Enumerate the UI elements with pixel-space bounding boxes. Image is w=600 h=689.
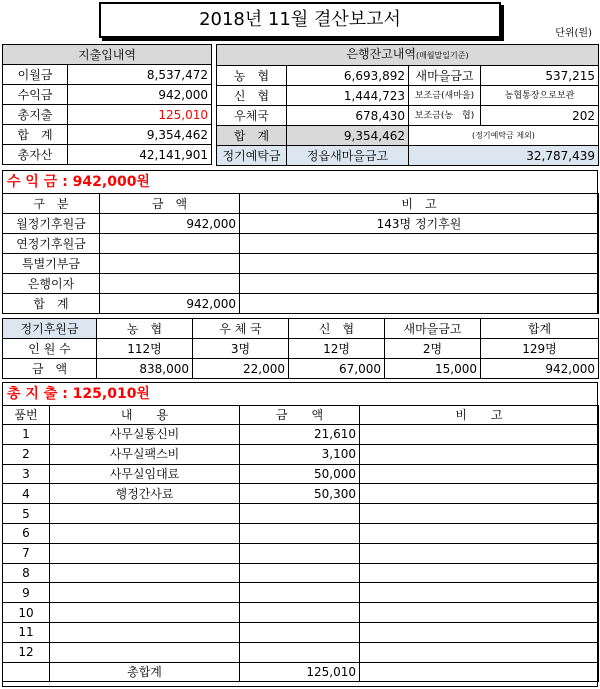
table-row <box>3 65 212 85</box>
bank-label-2: 보조금(농 협) <box>409 106 481 126</box>
expense-amount <box>240 563 360 583</box>
empty-cell <box>360 662 599 681</box>
expense-no: 1 <box>3 425 50 445</box>
expense-no: 12 <box>3 642 50 662</box>
sponsor-count: 3명 <box>193 339 289 359</box>
table-row <box>3 464 599 484</box>
deposit-value: 32,787,439 <box>409 146 599 166</box>
sponsor-header: 신 협 <box>289 319 385 339</box>
table-row <box>3 484 599 504</box>
expense-amount: 21,610 <box>240 425 360 445</box>
income-note: 143명 정기후원 <box>240 214 599 234</box>
expense-no: 10 <box>3 603 50 623</box>
bank-label-2: 보조금(새마을) <box>409 86 481 106</box>
row-label: 수익금 <box>3 85 68 105</box>
table-row <box>3 583 599 603</box>
expense-note <box>360 543 599 563</box>
table-row <box>3 85 212 105</box>
sponsor-amount: 942,000 <box>481 359 599 379</box>
expenses-total-amount: 125,010 <box>240 662 360 681</box>
expenses-total-row <box>3 662 599 681</box>
income-table <box>2 193 599 314</box>
bank-value-2: 202 <box>481 106 599 126</box>
expense-item: 사무실팩스비 <box>50 444 240 464</box>
table-row <box>3 563 599 583</box>
expense-note <box>360 563 599 583</box>
unit-label: 단위(원) <box>555 28 592 39</box>
sponsor-count: 12명 <box>289 339 385 359</box>
table-row <box>3 234 599 254</box>
expense-note <box>360 622 599 642</box>
page-title: 2018년 11월 결산보고서 <box>99 2 501 38</box>
expenses-table <box>2 405 599 682</box>
expenses-header-note: 비 고 <box>360 406 599 425</box>
row-value: 9,354,462 <box>68 125 212 145</box>
income-amount: 942,000 <box>100 214 240 234</box>
bank-value: 1,444,723 <box>287 86 409 106</box>
bank-value-2: 537,215 <box>481 66 599 86</box>
expense-note <box>360 603 599 623</box>
expense-no: 6 <box>3 523 50 543</box>
expense-amount: 50,000 <box>240 464 360 484</box>
expense-item <box>50 622 240 642</box>
expense-item: 사무실통신비 <box>50 425 240 445</box>
expense-amount <box>240 603 360 623</box>
expense-item <box>50 543 240 563</box>
row-value: 8,537,472 <box>68 65 212 85</box>
sponsor-header: 농 협 <box>97 319 193 339</box>
expense-amount <box>240 622 360 642</box>
bank-value-2: 농협통장으로보관 <box>481 86 599 106</box>
table-row <box>3 254 599 274</box>
income-category: 연정기후원금 <box>3 234 100 254</box>
expense-note <box>360 484 599 504</box>
expense-item: 사무실임대료 <box>50 464 240 484</box>
expense-item <box>50 504 240 524</box>
sponsor-header: 새마을금고 <box>385 319 481 339</box>
bank-label: 합 계 <box>217 126 287 146</box>
sponsor-amount: 15,000 <box>385 359 481 379</box>
table-row <box>217 126 599 146</box>
expense-no: 11 <box>3 622 50 642</box>
row-label: 합 계 <box>3 125 68 145</box>
sponsor-count: 129명 <box>481 339 599 359</box>
sponsor-amount: 22,000 <box>193 359 289 379</box>
bank-balance-title: 은행잔고내역 <box>346 47 416 61</box>
expense-item <box>50 563 240 583</box>
bank-value: 6,693,892 <box>287 66 409 86</box>
income-section <box>2 170 598 314</box>
sponsor-amount-label: 금 액 <box>3 359 97 379</box>
bank-balance-header <box>217 45 599 66</box>
income-note <box>240 234 599 254</box>
expenses-header-item: 내 용 <box>50 406 240 425</box>
expense-item: 행정간사료 <box>50 484 240 504</box>
row-label: 이월금 <box>3 65 68 85</box>
expense-no: 8 <box>3 563 50 583</box>
bank-label-2: 새마을금고 <box>409 66 481 86</box>
row-label: 총자산 <box>3 145 68 165</box>
income-category: 은행이자 <box>3 274 100 294</box>
bank-total-note: (정기예탁금 제외) <box>409 126 599 146</box>
expense-no: 3 <box>3 464 50 484</box>
table-row <box>3 622 599 642</box>
expense-note <box>360 425 599 445</box>
sponsor-count: 112명 <box>97 339 193 359</box>
expense-amount <box>240 543 360 563</box>
table-row <box>3 543 599 563</box>
row-value: 125,010 <box>68 105 212 125</box>
deposit-place: 정읍새마을금고 <box>287 146 409 166</box>
table-row <box>3 339 599 359</box>
expense-no: 2 <box>3 444 50 464</box>
expenses-total-label: 총합계 <box>50 662 240 681</box>
deposit-label: 정기예탁금 <box>217 146 287 166</box>
expense-note <box>360 523 599 543</box>
table-row <box>3 294 599 314</box>
bank-label: 우체국 <box>217 106 287 126</box>
expense-item <box>50 603 240 623</box>
income-amount <box>100 274 240 294</box>
expense-amount <box>240 642 360 662</box>
bank-label: 농 협 <box>217 66 287 86</box>
sponsor-table <box>2 318 599 379</box>
sponsor-amount: 838,000 <box>97 359 193 379</box>
expense-summary-header: 지출입내역 <box>3 45 212 65</box>
income-title: 수 익 금 : 942,000원 <box>7 174 150 190</box>
income-note <box>240 254 599 274</box>
expense-amount <box>240 504 360 524</box>
expense-no: 7 <box>3 543 50 563</box>
expense-amount: 3,100 <box>240 444 360 464</box>
bank-value: 9,354,462 <box>287 126 409 146</box>
table-row <box>217 146 599 166</box>
income-amount: 942,000 <box>100 294 240 314</box>
sponsor-header: 우 체 국 <box>193 319 289 339</box>
empty-cell <box>3 662 50 681</box>
expense-amount <box>240 523 360 543</box>
table-row <box>3 274 599 294</box>
income-header-amount: 금 액 <box>100 194 240 214</box>
table-row <box>3 504 599 524</box>
expenses-title: 총 지 출 : 125,010원 <box>7 386 150 402</box>
expense-no: 4 <box>3 484 50 504</box>
income-category: 특별기부금 <box>3 254 100 274</box>
table-row <box>3 145 212 165</box>
expense-no: 9 <box>3 583 50 603</box>
income-header-category: 구 분 <box>3 194 100 214</box>
table-row <box>3 105 212 125</box>
bank-label: 신 협 <box>217 86 287 106</box>
sponsor-count-label: 인 원 수 <box>3 339 97 359</box>
sponsor-amount: 67,000 <box>289 359 385 379</box>
expenses-header-amount: 금 액 <box>240 406 360 425</box>
table-row <box>217 86 599 106</box>
table-row <box>3 425 599 445</box>
table-row <box>3 603 599 623</box>
table-row <box>3 359 599 379</box>
income-note <box>240 294 599 314</box>
expense-note <box>360 444 599 464</box>
expenses-header-no: 품번 <box>3 406 50 425</box>
expense-item <box>50 642 240 662</box>
expense-item <box>50 583 240 603</box>
expense-item <box>50 523 240 543</box>
income-header-note: 비 고 <box>240 194 599 214</box>
sponsor-count: 2명 <box>385 339 481 359</box>
row-value: 42,141,901 <box>68 145 212 165</box>
expense-no: 5 <box>3 504 50 524</box>
expense-note <box>360 583 599 603</box>
table-row <box>3 125 212 145</box>
table-row <box>3 444 599 464</box>
income-category: 합 계 <box>3 294 100 314</box>
table-row <box>217 106 599 126</box>
expense-note <box>360 464 599 484</box>
expense-note <box>360 642 599 662</box>
income-category: 월정기후원금 <box>3 214 100 234</box>
expenses-section <box>2 382 598 687</box>
bank-balance-note: (매월말일기준) <box>415 51 469 60</box>
table-row <box>3 642 599 662</box>
row-label: 총지출 <box>3 105 68 125</box>
income-note <box>240 274 599 294</box>
expense-amount <box>240 583 360 603</box>
income-amount <box>100 234 240 254</box>
bank-value: 678,430 <box>287 106 409 126</box>
expense-amount: 50,300 <box>240 484 360 504</box>
income-amount <box>100 254 240 274</box>
expense-note <box>360 504 599 524</box>
table-row <box>3 523 599 543</box>
sponsor-header: 합계 <box>481 319 599 339</box>
bank-balance-table <box>216 44 599 166</box>
expense-summary-table <box>2 44 212 165</box>
table-row <box>3 214 599 234</box>
row-value: 942,000 <box>68 85 212 105</box>
table-row <box>217 66 599 86</box>
sponsor-header: 정기후원금 <box>3 319 97 339</box>
